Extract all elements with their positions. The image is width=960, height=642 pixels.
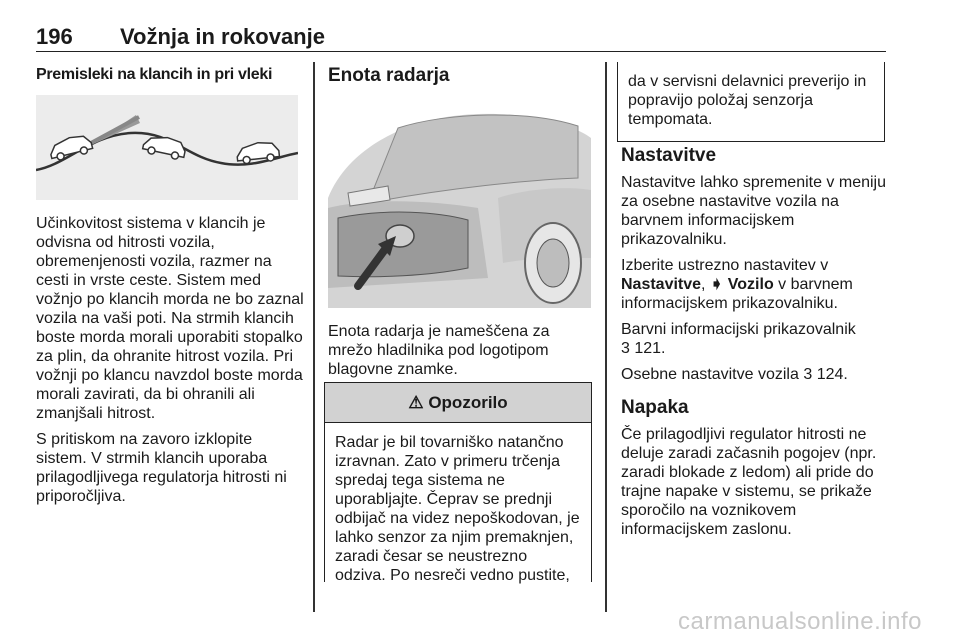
page-ref-121[interactable]: 121. — [634, 340, 666, 357]
settings-paragraph-4 — [621, 365, 887, 384]
warning-triangle-icon: ⚠ — [408, 393, 424, 412]
page-number: 196 — [36, 24, 73, 49]
settings-p4-text: Osebne nastavitve vozila — [621, 366, 799, 383]
radar-unit-heading: Enota radarja — [328, 65, 450, 86]
warning-title: Opozorilo — [428, 393, 508, 412]
hills-illustration — [36, 95, 298, 200]
warning-continued-box — [617, 62, 885, 142]
menu-separator: , — [701, 276, 710, 293]
fault-heading: Napaka — [621, 397, 689, 418]
arrow-right-icon: ➧ — [709, 276, 724, 293]
column-2-text — [328, 322, 593, 386]
column-2 — [328, 66, 593, 93]
page-ref-icon: 3 — [621, 340, 630, 357]
fault-paragraph: Če prilagodljivi regulator hitrosti ne deluje zaradi začasnih pogojev (npr. zaradi blokade z ledom) ali pride do trajne napake v sistemu, se prikaže sporočilo na voznikovem informacijskem zaslonu. — [621, 426, 877, 538]
settings-p3-text: Barvni informacijski prikazovalnik — [621, 321, 856, 338]
chapter-title: Vožnja in rokovanje — [120, 24, 325, 49]
column-divider-2 — [605, 62, 607, 612]
settings-paragraph-3 — [621, 320, 887, 358]
warning-box — [324, 382, 592, 582]
watermark: carmanualsonline.info — [678, 608, 922, 635]
menu-settings-label: Nastavitve — [621, 276, 702, 293]
column-divider-1 — [313, 62, 315, 612]
column-3 — [621, 146, 887, 546]
radar-car-illustration — [328, 108, 591, 308]
hills-towing-heading: Premisleki na klancih in pri vleki — [36, 66, 273, 83]
page-ref-124[interactable]: 124. — [816, 366, 848, 383]
page-ref-icon: 3 — [803, 366, 813, 383]
warning-continued-text: da v servisni delavnici preverijo in popravijo položaj senzorja tempomata. — [628, 73, 867, 128]
settings-heading: Nastavitve — [621, 145, 717, 166]
hills-paragraph-1: Učinkovitost sistema v klancih je odvisna od hitrosti vozila, obremenjenosti vozila, razmer na cesti in vrste ceste. Sistem med vožnjo po klancih morda ne bo zaznal vozila na vaši poti. Na strmih klancih boste morda morali uporabiti stopalko za plin, da ohranite hitrost vozila. Pri vožnji po klancu navzdol boste morda morali zavirati, da bi ohranili ali zmanjšali hitrost. — [36, 215, 304, 422]
settings-p2-lead: Izberite ustrezno nastavitev v — [621, 257, 829, 274]
hills-paragraph-2: S pritiskom na zavoro izklopite sistem. V strmih klancih uporaba prilagodljivega regulatorja hitrosti ni priporočljiva. — [36, 431, 287, 505]
warning-header — [325, 383, 591, 423]
radar-paragraph: Enota radarja je nameščena za mrežo hladilnika pod logotipom blagovne znamke. — [328, 323, 550, 378]
column-1 — [36, 65, 302, 84]
settings-p2-tail: v barvnem informacijskem prikazovalniku. — [621, 276, 853, 312]
menu-vehicle-label: Vozilo — [727, 276, 774, 293]
settings-paragraph-1: Nastavitve lahko spremenite v meniju za osebne nastavitve vozila na barvnem informacijskem prikazovalniku. — [621, 174, 887, 248]
column-1-text — [36, 214, 304, 513]
warning-text: Radar je bil tovarniško natančno izravnan. Zato v primeru trčenja spredaj tega sistema ne uporabljajte. Čeprav se prednji odbijač na videz nepoškodovan, je lahko senzor za njim premaknjen, zaradi česar se neustrezno odziva. Po nesreči vedno pustite, — [335, 434, 580, 584]
page-header — [36, 22, 886, 52]
settings-paragraph-2 — [621, 256, 887, 313]
